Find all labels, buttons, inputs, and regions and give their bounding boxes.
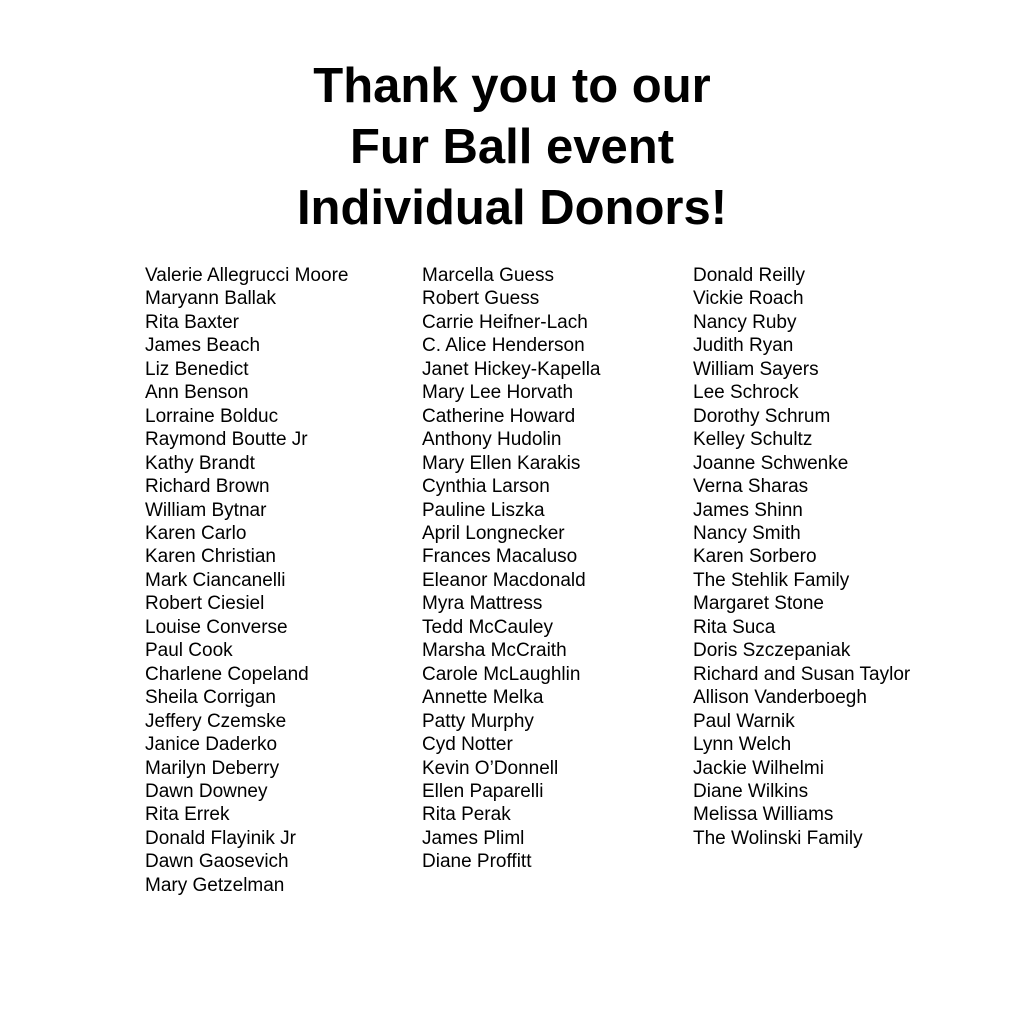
- donor-name: The Stehlik Family: [693, 569, 850, 591]
- donor-name: Allison Vanderboegh: [693, 687, 867, 709]
- donor-name: Frances Macaluso: [422, 546, 578, 568]
- donor-name: Lorraine Bolduc: [145, 405, 279, 427]
- donor-name: Judith Ryan: [693, 335, 794, 357]
- donor-name: Karen Christian: [145, 546, 276, 568]
- donor-name: Annette Melka: [422, 687, 544, 709]
- donor-name: Mary Getzelman: [145, 874, 285, 896]
- title-line: Individual Donors!: [296, 181, 728, 235]
- donor-name: William Bytnar: [145, 499, 267, 521]
- donor-name: Ann Benson: [145, 382, 249, 404]
- donor-name: Tedd McCauley: [422, 616, 553, 638]
- donor-name: Sheila Corrigan: [145, 687, 276, 709]
- donor-name: Rita Suca: [693, 616, 776, 638]
- donor-name: Robert Ciesiel: [145, 593, 265, 615]
- donor-name: Louise Converse: [145, 616, 288, 638]
- donor-name: Lee Schrock: [693, 382, 799, 404]
- donor-name: Mark Ciancanelli: [145, 569, 286, 591]
- donor-name: Paul Warnik: [693, 710, 795, 732]
- donor-name: Richard Brown: [145, 476, 270, 498]
- donor-name: Rita Perak: [422, 804, 511, 826]
- donor-name: Jeffery Czemske: [145, 710, 287, 732]
- donor-name: Nancy Ruby: [693, 311, 797, 333]
- donor-name: Ellen Paparelli: [422, 780, 544, 802]
- donor-name: Cyd Notter: [422, 734, 513, 756]
- donor-name: Karen Sorbero: [693, 546, 817, 568]
- donor-name: Kathy Brandt: [145, 452, 255, 474]
- donor-name: Marilyn Deberry: [145, 757, 280, 779]
- donor-name: Joanne Schwenke: [693, 452, 849, 474]
- donor-name: Jackie Wilhelmi: [693, 757, 824, 779]
- donor-name: C. Alice Henderson: [422, 335, 585, 357]
- donor-name: Donald Flayinik Jr: [145, 827, 296, 849]
- donor-name: Dorothy Schrum: [693, 405, 831, 427]
- donor-name: Nancy Smith: [693, 522, 801, 544]
- donor-name: Robert Guess: [422, 288, 540, 310]
- donor-name: Rita Baxter: [145, 311, 239, 333]
- donor-name: James Shinn: [693, 499, 803, 521]
- donor-name: Pauline Liszka: [422, 499, 545, 521]
- donor-name: Cynthia Larson: [422, 476, 550, 498]
- donor-name: Catherine Howard: [422, 405, 576, 427]
- donor-name: Valerie Allegrucci Moore: [145, 265, 349, 286]
- donor-column-3: [693, 264, 910, 850]
- donor-name: Dawn Gaosevich: [145, 851, 289, 873]
- donor-column-1: [145, 264, 348, 897]
- donor-name: Marsha McCraith: [422, 640, 567, 662]
- donor-name: Carrie Heifner-Lach: [422, 311, 588, 333]
- donor-name: Paul Cook: [145, 640, 233, 662]
- donor-name: Patty Murphy: [422, 710, 534, 732]
- donor-name: Rita Errek: [145, 804, 230, 826]
- donor-name: Margaret Stone: [693, 593, 824, 615]
- donor-column-2: [422, 264, 600, 874]
- donor-name: Lynn Welch: [693, 734, 792, 756]
- donor-name: Myra Mattress: [422, 593, 543, 615]
- donor-name: Charlene Copeland: [145, 663, 309, 685]
- donor-name: Liz Benedict: [145, 358, 249, 380]
- donor-name: Maryann Ballak: [145, 288, 276, 310]
- donor-name: James Beach: [145, 335, 261, 357]
- donor-name: Melissa Williams: [693, 804, 834, 826]
- page-title: [0, 56, 1024, 239]
- donor-name: Eleanor Macdonald: [422, 569, 586, 591]
- donor-name: Verna Sharas: [693, 476, 809, 498]
- donor-name: Diane Wilkins: [693, 780, 809, 802]
- donor-name: Marcella Guess: [422, 265, 554, 286]
- donor-name: Diane Proffitt: [422, 851, 532, 873]
- title-line: Thank you to our: [313, 59, 711, 113]
- donor-name: Mary Lee Horvath: [422, 382, 574, 404]
- donor-name: William Sayers: [693, 358, 819, 380]
- donor-name: The Wolinski Family: [693, 827, 863, 849]
- donor-name: Kelley Schultz: [693, 429, 813, 451]
- donor-name: Doris Szczepaniak: [693, 640, 851, 662]
- donor-name: Richard and Susan Taylor: [693, 663, 911, 685]
- donor-name: Janet Hickey-Kapella: [422, 358, 601, 380]
- donor-name: Mary Ellen Karakis: [422, 452, 581, 474]
- donor-name: Vickie Roach: [693, 288, 804, 310]
- title-line: Fur Ball event: [349, 120, 675, 174]
- donor-name: April Longnecker: [422, 522, 565, 544]
- donor-name: Raymond Boutte Jr: [145, 429, 308, 451]
- donor-name: James Pliml: [422, 827, 525, 849]
- donor-name: Donald Reilly: [693, 265, 805, 286]
- donor-name: Karen Carlo: [145, 522, 247, 544]
- donor-name: Kevin O’Donnell: [422, 757, 559, 779]
- donor-name: Carole McLaughlin: [422, 663, 581, 685]
- donor-name: Dawn Downey: [145, 780, 268, 802]
- donor-name: Anthony Hudolin: [422, 429, 562, 451]
- donor-name: Janice Daderko: [145, 734, 278, 756]
